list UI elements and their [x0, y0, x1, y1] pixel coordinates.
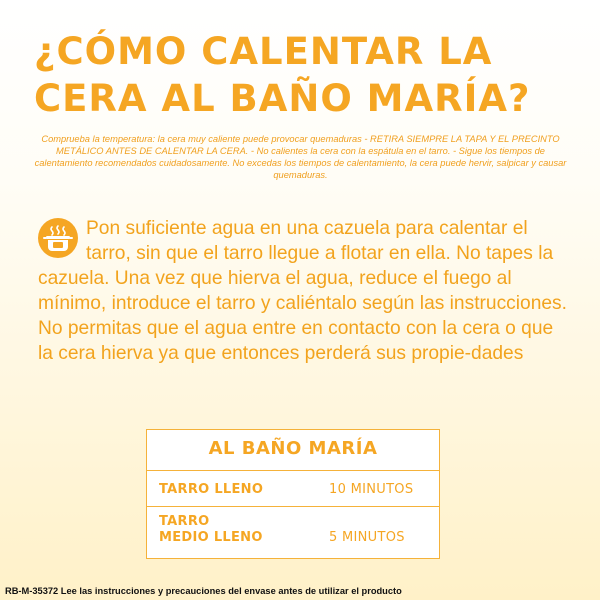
- row-label-half-jar: TARRO MEDIO LLENO: [159, 514, 263, 545]
- row-value-half-jar: 5 MINUTOS: [329, 530, 405, 545]
- table-title: AL BAÑO MARÍA: [208, 438, 378, 459]
- title-line-1: ¿CÓMO CALENTAR LA: [34, 30, 493, 73]
- row-value-full-jar: 10 MINUTOS: [329, 482, 414, 497]
- table-divider: [147, 470, 439, 471]
- warning-text: Comprueba la temperatura: la cera muy caliente puede provocar quemaduras - RETIRA SIEMPRE LA TAPA Y EL PRECINTO METÁLICO ANTES DE CALENTAR LA CERA. - No calientes la cera con la espátula en el tarro. - Sigue los tiempos de calentamiento recomendados cuidadosamente. No excedas los tiempos de calentamiento, la cera puede hervir, salpicar y causar quemaduras.: [34, 134, 567, 180]
- instructions-text: Pon suficiente agua en una cazuela para calentar el tarro, sin que el tarro llegue a flotar en ella. No tapes la cazuela. Una vez que hierva el agua, reduce el fuego al mínimo, introduce el tarro y caliéntalo según las instrucciones. No permitas que el agua entre en contacto con la cera o que la cera hierva ya que entonces perderá sus propie-dades: [38, 218, 567, 364]
- table-divider: [147, 506, 439, 507]
- page-title: [34, 28, 574, 122]
- heating-times-table: [146, 429, 440, 559]
- instructions-paragraph: [38, 216, 570, 366]
- footer-disclaimer: RB-M-35372 Lee las instrucciones y precauciones del envase antes de utilizar el producto: [5, 586, 402, 596]
- title-line-2: CERA AL BAÑO MARÍA?: [34, 77, 531, 120]
- row-label-full-jar: TARRO LLENO: [159, 482, 264, 497]
- pot-with-steam-icon: [38, 218, 78, 258]
